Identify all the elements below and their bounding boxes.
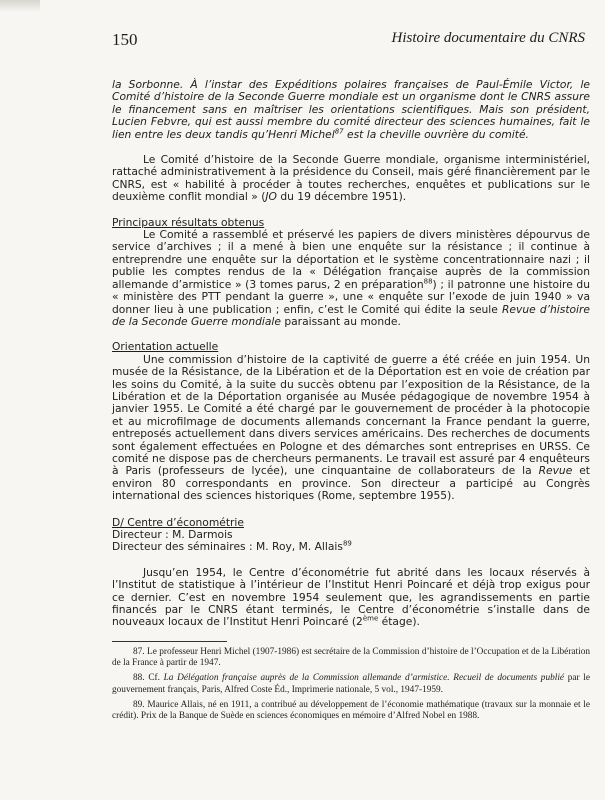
results-paragraph: Le Comité a rassemblé et préservé les papiers de divers ministères dépourvus de service d’archives ; il a mené à bien une enquête sur la résistance ; il continue à entreprendre une enquête sur la déportation et le système concentrationnaire nazi ; il publie les comptes rendus de la « Délégation française auprès de la commission allemande d’armistice » (3 tomes parus, 2 en préparation$^{88}$) ; il patronne une histoire du « ministère des PTT pendant la guerre », une « enquête sur l’exode de juin 1940 » va donner lieu à une publication ; enfin, c’est le Comité qui édite la seule Revue d’histoire de la Seconde Guerre mondiale paraissant au monde. xyxy=(112,228,590,328)
footnote-ref-87: 87 xyxy=(334,127,344,136)
section-d-heading: D/ Centre d’économétrie xyxy=(112,515,244,529)
orientation-paragraph: Une commission d’histoire de la captivité de guerre a été créée en juin 1954. Un musée de la Résistance, de la Libération et de la Déportation est en voie de création par les soins du Comité, à la suite du succès obtenu par l’exposition de la Résistance, de la Libération et de la Déportation organisée au Musée pédagogique de novembre 1954 à janvier 1955. Le Comité a été chargé par le gouvernement de procéder à la photocopie et au microfilmage de documents allemands concernant la France pendant la guerre, entreposés actuellement dans divers services américains. Des recherches de documents sont également effectuées en Pologne et des démarches sont entreprises en URSS. Ce comité ne dispose pas de chercheurs permanents. Le travail est assuré par 4 enquêteurs à Paris (professeurs de lycée), une cinquantaine de collaborateurs de la Revue et environ 80 correspondants en province. Son directeur a participé au Congrès international des sciences historiques (Rome, septembre 1955). xyxy=(112,352,590,503)
results-heading: Principaux résultats obtenus xyxy=(112,215,265,229)
footnote-87: 87. Le professeur Henri Michel (1907-1986) est secrétaire de la Commission d’histoire de l’Occupation et de la Libération de la France à partir de 1947. xyxy=(112,646,590,669)
body-text xyxy=(112,79,590,727)
orientation-heading: Orientation actuelle xyxy=(112,340,219,354)
footnote-88: 88. Cf. La Délégation française auprès de la Commission allemande d’armistice. Recueil de documents publié par le gouvernement français, Paris, Alfred Coste Éd., Imprimerie nationale, 5 vol., 1947-1959. xyxy=(112,673,591,695)
page-number: 150 xyxy=(112,30,138,49)
scan-smudge xyxy=(0,0,40,12)
footnote-divider xyxy=(112,641,227,642)
footnote-ref-89: 89 xyxy=(342,539,352,548)
seminars-director-line: Directeur des séminaires : M. Roy, M. Allais$^{89}$ xyxy=(112,539,352,554)
econometrics-paragraph: Jusqu’en 1954, le Centre d’économétrie fut abrité dans les locaux réservés à l’Institut de statistique à l’intérieur de l’Institut Henri Poincaré et déjà trop exigus pour ce dernier. C’est en novembre 1954 seulement que, les agrandissements en partie financés par le CNRS étant terminés, le Centre d’économétrie s’installe dans de nouveaux locaux de l’Institut Henri Poincaré (2ème étage). xyxy=(112,565,590,629)
footnotes xyxy=(112,647,590,723)
intro-paragraph: la Sorbonne. À l’instar des Expéditions polaires françaises de Paul-Émile Victor, le Comité d’histoire de la Seconde Guerre mondiale est un organisme dont le CNRS assure le financement sans en maîtriser les orientations scientifiques. Mais son président, Lucien Febvre, qui est aussi membre du comité directeur des sciences humaines, fait le lien entre les deux tandis qu’Henri Michel$^{87}$ est la cheville ouvrière du comité. xyxy=(112,78,590,141)
committee-paragraph: Le Comité d’histoire de la Seconde Guerre mondiale, organisme interministériel, rattaché administrativement à la présidence du Conseil, mais géré financièrement par le CNRS, est « habilité à procéder à toutes recherches, enquêtes et publications sur le deuxième conflit mondial » (JO du 19 décembre 1951). xyxy=(112,153,590,204)
footnote-89: 89. Maurice Allais, né en 1911, a contribué au développement de l’économie mathématique (travaux sur la monnaie et le crédit). Prix de la Banque de Suède en sciences économiques en mémoire d’Alfred Nobel en 1988. xyxy=(112,700,590,722)
footnote-ref-88: 88 xyxy=(423,277,433,286)
running-title: Histoire documentaire du CNRS xyxy=(391,30,585,46)
director-line: Directeur : M. Darmois xyxy=(112,528,233,541)
